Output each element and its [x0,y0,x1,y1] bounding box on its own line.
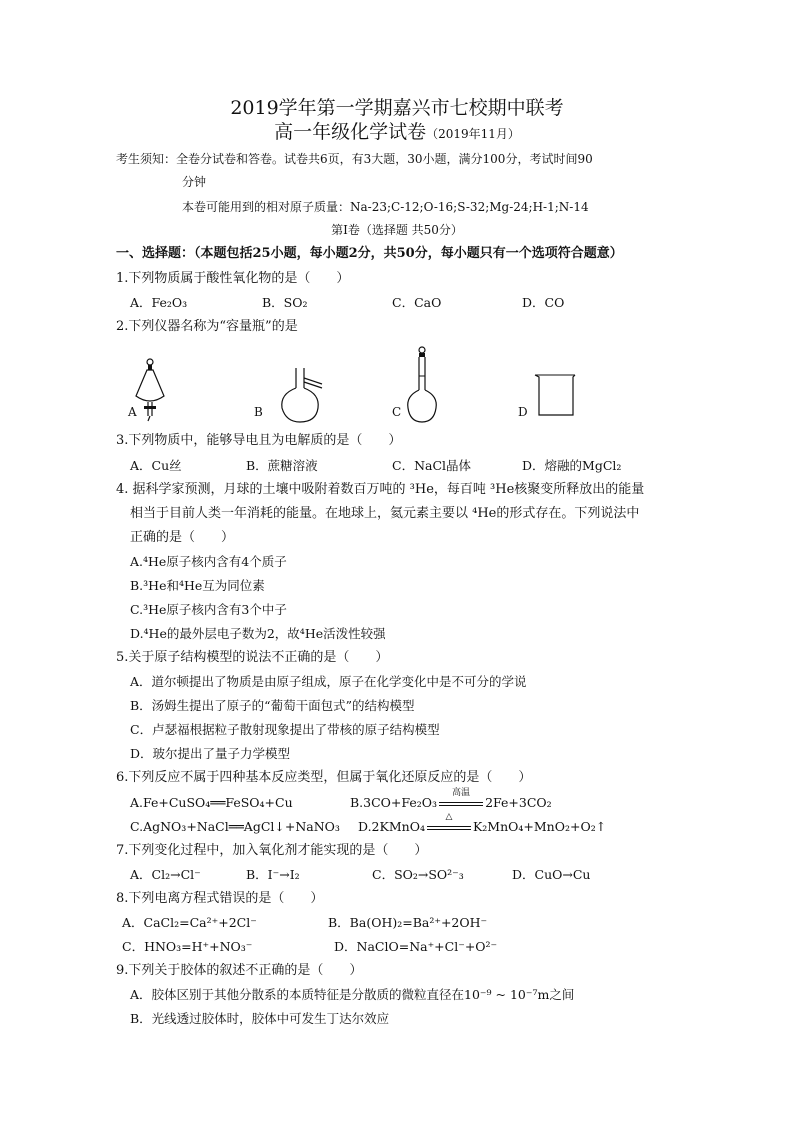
q6-option-d [358,811,607,836]
q4-option-b: B.³He和⁴He互为同位素 [130,578,265,593]
q1-stem: 1.下列物质属于酸性氧化物的是（ ） [116,271,350,286]
q4-stem-line1: 4. 据科学家预测，月球的土壤中吸附着数百万吨的 ³He，每百吨 ³He核聚变所释放出的能量 [116,482,645,497]
exam-title: 2019学年第一学期嘉兴市七校期中联考 [230,97,564,119]
q8-option-b: B．Ba(OH)₂=Ba²⁺+2OH⁻ [328,915,488,930]
q4-option-a: A.⁴He原子核内含有4个质子 [130,554,287,569]
volume-title: 第Ⅰ卷（选择题 共50分） [331,223,463,237]
q6-d-arrow [425,811,473,834]
q6-option-a: A.Fe+CuSO₄══FeSO₄+Cu [130,795,293,810]
q4-stem-line2: 相当于目前人类一年消耗的能量。在地球上，氦元素主要以 ⁴He的形式存在。下列说法中 [130,506,640,521]
q3-stem: 3.下列物质中，能够导电且为电解质的是（ ） [116,433,402,448]
q8-stem: 8.下列电离方程式错误的是（ ） [116,891,324,906]
q6-option-c: C.AgNO₃+NaCl══AgCl↓+NaNO₃ [130,819,340,834]
q1-option-b: B．SO₂ [262,295,308,310]
q5-option-c: C．卢瑟福根据粒子散射现象提出了带核的原子结构模型 [130,722,440,737]
q6-stem: 6.下列反应不属于四种基本反应类型，但属于氧化还原反应的是（ ） [116,770,532,785]
q3-option-a: A．Cu丝 [130,458,182,473]
distillation-flask-icon [278,366,328,424]
q1-option-d: D．CO [522,295,565,310]
q2-label-b: B [254,405,263,419]
exam-subtitle [0,120,794,146]
q1-option-c: C．CaO [392,295,442,310]
notice-line2: 分钟 [182,175,207,189]
q2-label-a: A [128,405,137,419]
q8-option-d: D．NaClO=Na⁺+Cl⁻+O²⁻ [334,939,498,954]
q7-stem: 7.下列变化过程中，加入氧化剂才能实现的是（ ） [116,843,428,858]
q3-option-c: C．NaCl晶体 [392,458,472,473]
q2-label-c: C [392,405,402,419]
q6-option-b [350,787,552,812]
q1-option-a: A．Fe₂O₃ [130,295,188,310]
q3-option-d: D．熔融的MgCl₂ [522,458,622,473]
q4-stem-line3: 正确的是（ ） [130,530,235,545]
q7-option-a: A．Cl₂→Cl⁻ [130,867,201,882]
q7-option-d: D．CuO→Cu [512,867,591,882]
q9-stem: 9.下列关于胶体的叙述不正确的是（ ） [116,963,363,978]
q5-option-b: B．汤姆生提出了原子的“葡萄干面包式”的结构模型 [130,698,415,713]
q6-d-products: K₂MnO₄+MnO₂+O₂↑ [472,819,607,834]
notice-line1: 考生须知：全卷分试卷和答卷。试卷共6页，有3大题，30小题，满分100分，考试时间90 [116,152,593,166]
q9-option-a: A．胶体区别于其他分散系的本质特征是分散质的微粒直径在10⁻⁹ ~ 10⁻⁷m之间 [130,987,575,1002]
q3-option-b: B．蔗糖溶液 [246,458,318,473]
q7-option-b: B．I⁻→I₂ [246,867,300,882]
q8-option-a: A．CaCl₂=Ca²⁺+2Cl⁻ [122,915,257,930]
q4-option-d: D.⁴He的最外层电子数为2，故⁴He活泼性较强 [130,626,386,641]
q5-option-d: D．玻尔提出了量子力学模型 [130,746,291,761]
q6-d-condition: △ [445,811,453,822]
atomic-masses: 本卷可能用到的相对原子质量：Na-23;C-12;O-16;S-32;Mg-24;H-1;N-14 [182,200,589,214]
q6-d-reactants: D.2KMnO₄ [358,819,425,834]
q6-b-reactants: B.3CO+Fe₂O₃ [350,795,438,810]
volumetric-flask-icon [402,346,442,424]
subtitle-date: （2019年11月） [426,127,520,141]
q7-option-c: C．SO₂→SO²⁻₃ [372,867,464,882]
q6-b-arrow [437,787,485,810]
subtitle-main: 高一年级化学试卷 [274,121,427,143]
q6-b-condition: 高温 [452,787,471,798]
q5-stem: 5.关于原子结构模型的说法不正确的是（ ） [116,650,389,665]
q5-option-a: A．道尔顿提出了物质是由原子组成，原子在化学变化中是不可分的学说 [130,674,527,689]
beaker-icon [532,372,578,418]
q9-option-b: B．光线透过胶体时，胶体中可发生丁达尔效应 [130,1011,390,1026]
q6-b-products: 2Fe+3CO₂ [485,795,552,810]
section-title: 一、选择题：（本题包括25小题，每小题2分，共50分，每小题只有一个选项符合题意） [116,246,623,261]
q8-option-c: C．HNO₃=H⁺+NO₃⁻ [122,939,253,954]
q2-label-d: D [518,405,528,419]
q4-option-c: C.³He原子核内含有3个中子 [130,602,287,617]
q2-stem: 2.下列仪器名称为“容量瓶”的是 [116,319,298,334]
